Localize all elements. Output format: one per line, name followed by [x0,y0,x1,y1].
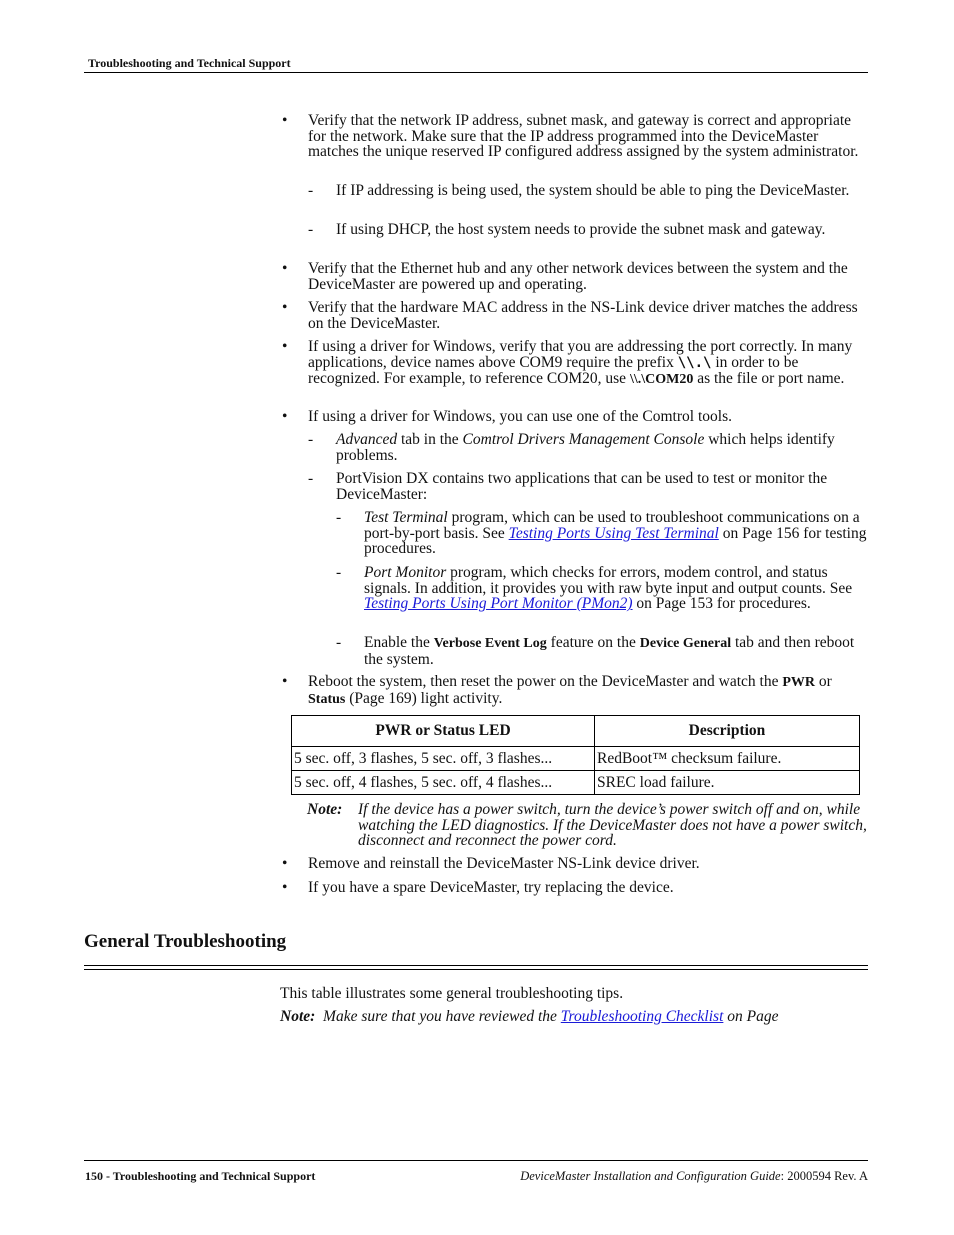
example-code: \\.\COM20 [629,372,694,388]
bullet-icon: • [282,260,288,277]
dash-icon: - [308,470,314,487]
link-port-monitor[interactable]: Testing Ports Using Port Monitor (PMon2) [364,595,633,613]
footer-rule [84,1160,868,1161]
dash-icon: - [336,509,342,526]
sub-sub-item: Enable the Verbose Event Log feature on the Device General tab and then reboot the system. [364,634,855,668]
section-note: Note: Make sure that you have reviewed the Troubleshooting Checklist on Page [280,1008,779,1025]
dash-icon: - [308,182,314,199]
sub-item: PortVision DX contains two applications that can be used to test or monitor the DeviceMaster: [336,470,828,503]
section-intro: This table illustrates some general troubleshooting tips. [280,985,624,1002]
bullet-text: Verify that the Ethernet hub and any other network devices between the system and the DeviceMaster are powered up and operating. [308,260,848,293]
bullet-text: Verify that the network IP address, subnet mask, and gateway is correct and appropriate for the network. Make sure that the IP address programmed into the DeviceMaster matches the unique reserved IP configured address assigned by the system administrator. [308,112,859,161]
sub-item: If IP addressing is being used, the system should be able to ping the DeviceMaster. [336,182,850,199]
bullet-icon: • [282,112,288,129]
table-cell: RedBoot™ checksum failure. [595,747,860,771]
bullet-text: Reboot the system, then reset the power on the DeviceMaster and watch the PWR or Status (Page 169) light activity. [308,673,832,707]
sub-item: Advanced tab in the Comtrol Drivers Management Console which helps identify problems. [336,431,835,464]
header-rule [84,72,868,73]
led-table [291,715,860,795]
bullet-icon: • [282,673,288,690]
table-cell: 5 sec. off, 4 flashes, 5 sec. off, 4 flashes... [292,771,595,795]
section-rule [84,965,868,966]
link-troubleshooting-checklist[interactable]: Troubleshooting Checklist [560,1008,724,1025]
sub-sub-item: Port Monitor program, which checks for errors, modem control, and status signals. In addition, it provides you with raw byte input and output counts. See Testing Ports Using Port Monitor (PMon2) on Page 153 for procedures. [364,564,853,613]
note-text: If the device has a power switch, turn the device’s power switch off and on, while watching the LED diagnostics. If the DeviceMaster does not have a power switch, disconnect and reconnect the power cord. [358,801,867,850]
bullet-icon: • [282,855,288,872]
footer-right: DeviceMaster Installation and Configuration Guide: 2000594 Rev. A [520,1169,868,1183]
table-header: PWR or Status LED [292,716,595,747]
sub-item: If using DHCP, the host system needs to provide the subnet mask and gateway. [336,221,826,238]
dash-icon: - [308,221,314,238]
section-title: General Troubleshooting [84,931,287,952]
bullet-text: If using a driver for Windows, you can use one of the Comtrol tools. [308,408,732,425]
link-test-terminal[interactable]: Testing Ports Using Test Terminal [508,524,719,542]
table-row [292,747,860,771]
table-header-row [292,716,860,747]
dash-icon: - [308,431,314,448]
dash-icon: - [336,564,342,581]
bullet-text: If using a driver for Windows, verify that you are addressing the port correctly. In many applications, device names above COM9 require the prefix \\.\ in order to be recognized. For example, to reference COM20, use \\.\COM20 as the file or port name. [308,338,853,388]
prefix-code: \\.\ [677,354,712,371]
note-label: Note: [307,801,343,818]
table-cell: SREC load failure. [595,771,860,795]
bullet-text: If you have a spare DeviceMaster, try replacing the device. [308,879,674,896]
sub-sub-item: Test Terminal program, which can be used to troubleshoot communications on a port-by-port basis. See Testing Ports Using Test Terminal on Page 156 for testing procedures. [364,509,867,558]
bullet-icon: • [282,879,288,896]
table-row [292,771,860,795]
table-header: Description [595,716,860,747]
table-cell: 5 sec. off, 3 flashes, 5 sec. off, 3 flashes... [292,747,595,771]
running-header: Troubleshooting and Technical Support [88,56,291,70]
dash-icon: - [336,634,342,651]
section-rule [84,969,868,970]
bullet-text: Remove and reinstall the DeviceMaster NS-Link device driver. [308,855,700,872]
bullet-icon: • [282,408,288,425]
bullet-text: Verify that the hardware MAC address in the NS-Link device driver matches the address on the DeviceMaster. [308,299,858,332]
bullet-icon: • [282,299,288,316]
bullet-icon: • [282,338,288,355]
footer-left: 150 - Troubleshooting and Technical Support [85,1169,316,1183]
